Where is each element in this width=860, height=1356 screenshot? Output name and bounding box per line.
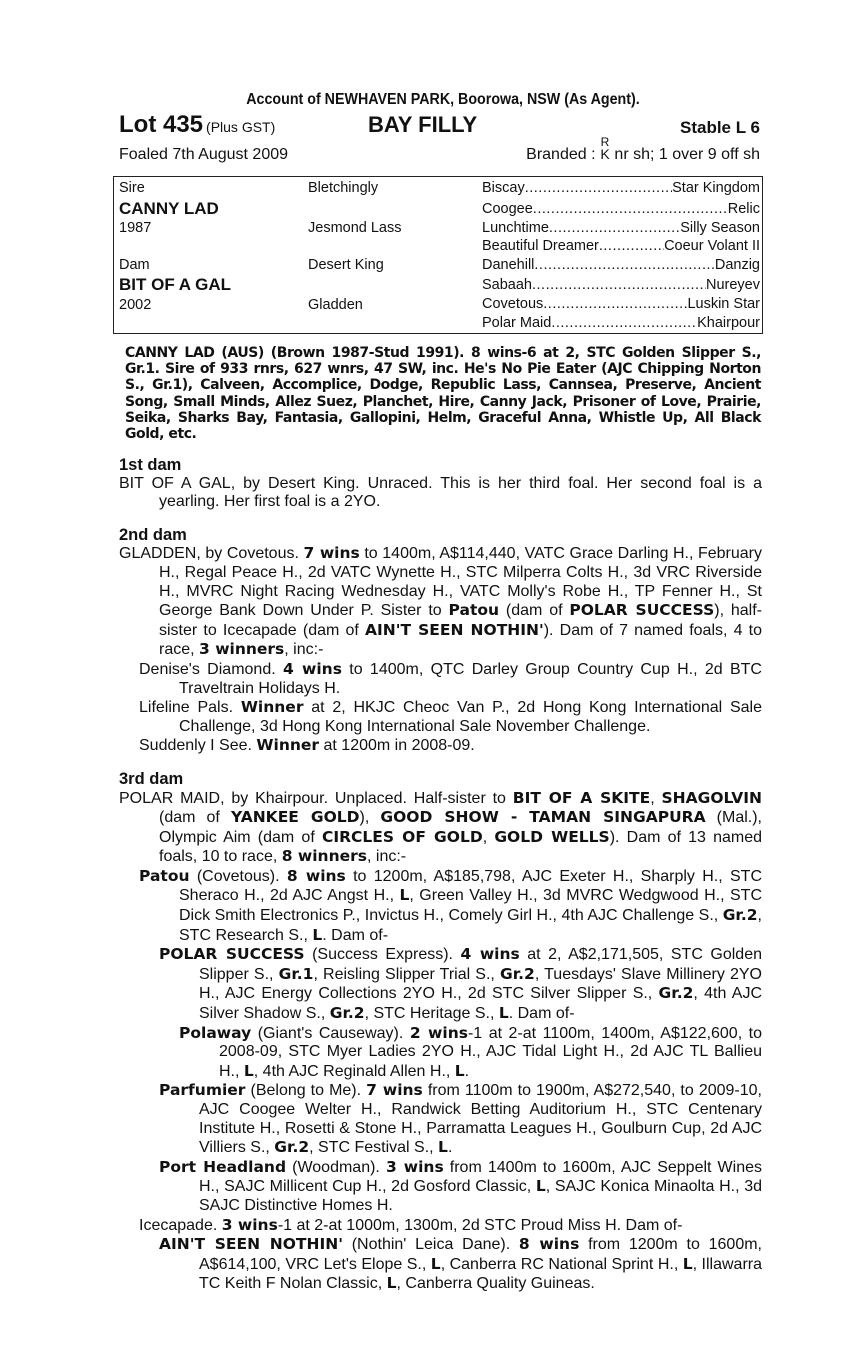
text-run: , Canberra RC National Sprint H., <box>440 1255 683 1273</box>
bold-run: Gr.2 <box>274 1138 310 1157</box>
text-run: at 2, HKJC Cheoc Van P., 2d Hong Kong International Sale Challenge, 3d Hong Kong International Sale November Challenge. <box>179 699 762 735</box>
text-run: , 4th AJC Silver Shadow S., <box>199 985 762 1023</box>
bold-run: 8 wins <box>518 1235 580 1254</box>
dam-name: BIT OF A GAL <box>119 275 232 294</box>
text-run: at 2, A$2,171,505, STC Golden Slipper S., <box>199 946 763 983</box>
ancestor-row: Polar Maid ..... Khairpour <box>482 315 760 331</box>
second-dam-heading: 2nd dam <box>119 525 187 544</box>
bold-run: CIRCLES OF GOLD <box>321 827 483 846</box>
first-dam-heading: 1st dam <box>119 456 182 474</box>
text-run: to 1400m, A$114,440, VATC Grace Darling H., February H., Regal Peace H., 2d VATC Wynette H., STC Milperra Colts H., 3d VRC Riverside H., MVRC Night Racing Wednesday H., VATC Molly's Robe H., TP Fenner H., St George Bank Down Under P. Sister to <box>159 545 763 620</box>
bold-run: 8 wins <box>286 866 346 885</box>
text-run: . <box>447 1139 453 1157</box>
sire-dam: Jesmond Lass <box>308 220 402 236</box>
bold-run: 3 wins <box>221 1215 278 1234</box>
bold-run: 2 wins <box>409 1023 468 1042</box>
text-run: , 4th AJC Reginald Allen H., <box>253 1062 455 1080</box>
text-run: Lifeline Pals. <box>139 699 241 717</box>
offspring-entry <box>119 660 762 698</box>
branded-suffix: nr sh; 1 over 9 off sh <box>609 146 760 163</box>
text-run: to 1400m, QTC Darley Group Country Cup H., 2d BTC Traveltrain Holidays H. <box>179 660 762 697</box>
text-run: . Dam of- <box>508 1005 575 1023</box>
text-run: , inc:- <box>367 848 407 866</box>
bold-run: L <box>399 886 410 905</box>
text-run: , Tuesdays' Slave Millinery 2YO H., AJC Energy Collections 2YO H., 2d STC Silver Slipper S., <box>199 965 763 1003</box>
ancestor-row: Sabaah ..... Nureyev <box>482 277 760 293</box>
lot-number <box>119 111 275 139</box>
foaled-date: Foaled 7th August 2009 <box>119 146 289 163</box>
bold-run: GOOD SHOW - TAMAN SINGAPURA <box>380 808 706 827</box>
bold-run: L <box>535 1177 546 1196</box>
bold-run: 7 wins <box>366 1081 423 1100</box>
account-line: Account of NEWHAVEN PARK, Boorowa, NSW (As Agent). <box>246 91 640 108</box>
third-dam-heading: 3rd dam <box>119 769 184 788</box>
sire-summary: CANNY LAD (AUS) (Brown 1987-Stud 1991). 8 wins-6 at 2, STC Golden Slipper S., Gr.1. Sire of 933 rnrs, 627 wnrs, 47 SW, inc. He's No Pie Eater (AJC Chipping Norton S., Gr.1), Calveen, Accomplice, Dodge, Republic Lass, Cannsea, Preserve, Ancient Song, Small Minds, Allez Suez, Planchet, Hire, Canny Jack, Prisoner of Love, Prairie, Seika, Sharks Bay, Fantasia, Gallopini, Helm, Graceful Anna, Whistle Up, All Black Gold, etc. <box>125 345 761 443</box>
ancestor-row: Beautiful Dreamer ..... Coeur Volant II <box>482 238 760 254</box>
sire-name: CANNY LAD <box>119 199 219 218</box>
bold-run: Patou <box>139 866 190 885</box>
offspring-entry <box>119 1158 762 1216</box>
text-run: from 1400m to 1600m, AJC Seppelt Wines H., SAJC Millicent Cup H., 2d Gosford Classic, <box>199 1158 763 1196</box>
text-run: (Woodman). <box>286 1158 386 1176</box>
text-run: , STC Heritage S., <box>364 1005 499 1023</box>
text-run: (dam of <box>159 809 231 827</box>
ancestor-row: Danehill ..... Danzig <box>482 257 760 273</box>
text-run: -1 at 2-at 1100m, 1400m, A$122,600, to 2008-09, STC Myer Ladies 2YO H., AJC Tidal Light H., 2d AJC TL Ballieu H., <box>219 1024 762 1080</box>
bold-run: L <box>430 1254 441 1273</box>
offspring-entry <box>119 1081 762 1157</box>
bold-run: 4 wins <box>460 945 520 964</box>
bold-run: Parfumier <box>159 1081 246 1100</box>
bold-run: Winner <box>240 698 304 717</box>
text-run: POLAR MAID, by Khairpour. Unplaced. Half-sister to <box>119 789 513 807</box>
bold-run: YANKEE GOLD <box>230 808 360 827</box>
text-run: ). Dam of 13 named foals, 10 to race, <box>159 828 763 866</box>
text-run: to 1200m, A$185,798, AJC Exeter H., Sharply H., STC Sheraco H., 2d AJC Angst H., <box>179 867 762 905</box>
bold-run: 7 wins <box>303 544 360 563</box>
text-run: Denise's Diamond. <box>139 660 283 678</box>
text-run: (dam of <box>499 602 570 620</box>
bold-run: SHAGOLVIN <box>661 788 762 807</box>
text-run: from 1100m to 1900m, A$272,540, to 2009-10, AJC Coogee Welter H., Randwick Betting Auditorium H., STC Centenary Institute H., Rosetti & Stone H., Parramatta Leagues H., Goulburn Cup, 2d AJC Villiers S., <box>199 1082 762 1157</box>
bold-run: L <box>454 1061 465 1080</box>
bold-run: Gr.2 <box>329 1004 365 1023</box>
offspring-entry <box>119 1235 762 1294</box>
bold-run: GOLD WELLS <box>494 827 610 846</box>
text-run: ), <box>359 809 381 827</box>
bold-run: L <box>243 1061 254 1080</box>
bold-run: 3 wins <box>385 1157 444 1176</box>
second-dam-section <box>119 526 762 756</box>
bold-run: Polaway <box>179 1023 252 1042</box>
text-run: at 1200m in 2008-09. <box>319 737 475 755</box>
second-dam-text <box>119 544 762 660</box>
stable-label: Stable L 6 <box>680 118 760 137</box>
text-run: , Green Valley H., 3d MVRC Wedgwood H., STC Dick Smith Electronics P., Invictus H., Comely Girl H., 4th AJC Challenge S., <box>179 887 763 925</box>
offspring-entry <box>119 867 762 945</box>
bold-run: Gr.1 <box>278 964 314 983</box>
pedigree-body <box>119 456 762 1308</box>
dam-label: Dam <box>119 257 150 273</box>
text-run: , <box>482 828 495 846</box>
sire-sire: Bletchingly <box>308 180 379 196</box>
text-run: ), half-sister to Icecapade (dam of <box>159 602 763 639</box>
offspring-entry <box>119 945 762 1023</box>
third-dam-text <box>119 789 762 867</box>
bold-run: L <box>498 1004 509 1023</box>
brand-description <box>526 135 760 164</box>
text-run: , Canberra Quality Guineas. <box>396 1275 595 1293</box>
bold-run: AIN'T SEEN NOTHIN' <box>159 1235 343 1254</box>
text-run: from 1200m to 1600m, A$614,100, VRC Let's Elope S., <box>199 1236 762 1273</box>
bold-run: Winner <box>256 736 320 755</box>
offspring-entry <box>119 1024 762 1082</box>
text-run: . Dam of- <box>322 926 389 944</box>
sire-year: 1987 <box>119 220 152 236</box>
bold-run: POLAR SUCCESS <box>159 945 305 964</box>
bold-run: Port Headland <box>159 1157 287 1176</box>
text-run: , STC Research S., <box>179 907 762 944</box>
bold-run: 8 winners <box>281 847 367 866</box>
text-run: -1 at 2-at 1000m, 1300m, 2d STC Proud Miss H. Dam of- <box>277 1216 683 1234</box>
bold-run: L <box>312 925 323 944</box>
text-run: , inc:- <box>284 641 324 659</box>
bold-run: 3 winners <box>199 640 285 659</box>
text-run: , SAJC Konica Minaolta H., 3d SAJC Distinctive Homes H. <box>199 1178 762 1214</box>
dam-sire: Desert King <box>308 257 384 273</box>
dam-year: 2002 <box>119 297 152 313</box>
bold-run: 4 wins <box>282 659 342 678</box>
text-run: , STC Festival S., <box>309 1139 439 1157</box>
ancestor-row: Covetous ..... Luskin Star <box>482 296 760 312</box>
sire-label: Sire <box>119 180 145 196</box>
ancestor-row: Lunchtime ..... Silly Season <box>482 220 760 236</box>
text-run: (Giant's Causeway). <box>251 1024 410 1042</box>
pedigree-table <box>113 176 763 334</box>
bold-run: Gr.2 <box>722 906 758 925</box>
text-run: , Illawarra TC Keith F Nolan Classic, <box>199 1255 763 1293</box>
bold-run: AIN'T SEEN NOTHIN' <box>364 620 544 639</box>
text-run: , <box>650 789 662 807</box>
text-run: (Mal.), Olympic Aim (dam of <box>159 809 763 846</box>
offspring-entry <box>119 1216 762 1236</box>
text-run: Suddenly I See. <box>139 737 257 755</box>
first-dam-section <box>119 456 762 512</box>
text-run: (Success Express). <box>304 946 461 964</box>
brand-mark <box>600 135 610 164</box>
lot-title: BAY FILLY <box>368 112 478 137</box>
gst-note: (Plus GST) <box>206 119 276 135</box>
text-run: (Belong to Me). <box>245 1082 367 1100</box>
brand-main: K <box>600 146 610 162</box>
bold-run: Patou <box>448 601 500 620</box>
bold-run: POLAR SUCCESS <box>569 601 715 620</box>
bold-run: BIT OF A SKITE <box>512 788 651 807</box>
bold-run: L <box>682 1254 693 1273</box>
text-run: ). Dam of 7 named foals, 4 to race, <box>159 621 762 659</box>
third-dam-section <box>119 770 762 1294</box>
lot-label: Lot 435 <box>119 111 204 138</box>
offspring-entry <box>119 736 762 756</box>
text-run: Icecapade. <box>139 1216 222 1234</box>
offspring-entry <box>119 698 762 736</box>
bold-run: L <box>438 1138 448 1157</box>
first-dam-text: BIT OF A GAL, by Desert King. Unraced. This is her third foal. Her second foal is a yearling. Her first foal is a 2YO. <box>119 474 762 511</box>
text-run: GLADDEN, by Covetous. <box>119 545 304 563</box>
bold-run: Gr.2 <box>500 964 535 983</box>
text-run: . <box>464 1062 470 1080</box>
bold-run: L <box>386 1274 397 1293</box>
ancestor-row: Biscay ..... Star Kingdom <box>482 180 760 196</box>
brand-top: R <box>600 135 610 149</box>
text-run: , Reisling Slipper Trial S., <box>313 965 500 983</box>
branded-prefix: Branded : <box>526 146 600 163</box>
text-run: (Nothin' Leica Dane). <box>342 1236 519 1254</box>
bold-run: Gr.2 <box>658 984 694 1003</box>
dam-dam: Gladden <box>308 297 363 313</box>
text-run: (Covetous). <box>189 867 287 885</box>
ancestor-row: Coogee ..... Relic <box>482 201 760 217</box>
